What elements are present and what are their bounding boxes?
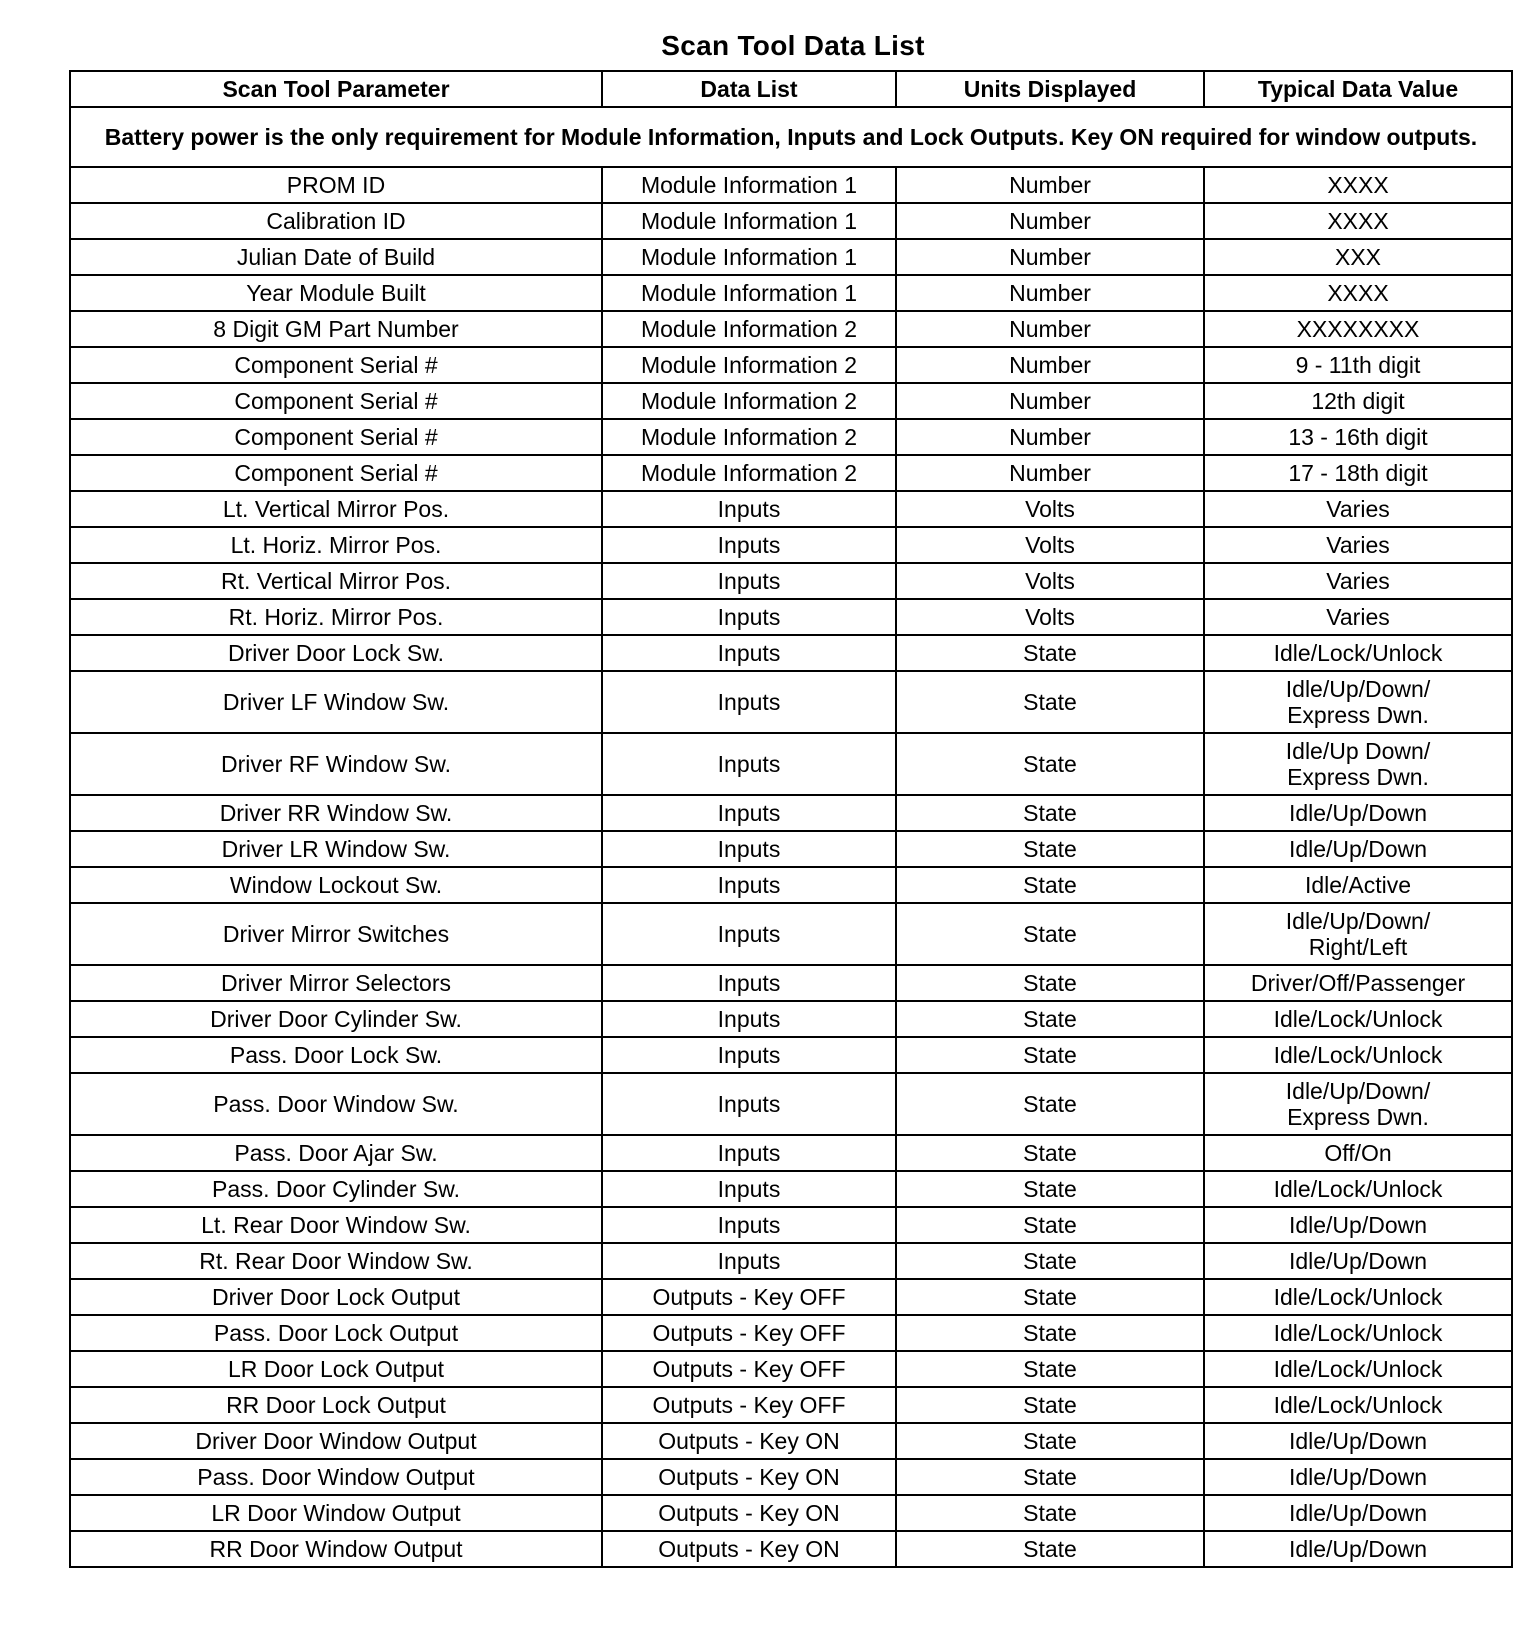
table-row bbox=[70, 311, 1512, 347]
units-cell: Number bbox=[896, 275, 1204, 311]
table-row bbox=[70, 1001, 1512, 1037]
parameter-cell: Component Serial # bbox=[70, 455, 602, 491]
parameter-cell: Pass. Door Lock Sw. bbox=[70, 1037, 602, 1073]
table-row bbox=[70, 867, 1512, 903]
units-cell: Volts bbox=[896, 599, 1204, 635]
header-scan-tool-parameter: Scan Tool Parameter bbox=[70, 71, 602, 107]
units-cell: State bbox=[896, 1279, 1204, 1315]
typical-value-line-1: Idle/Up/Down/ bbox=[1285, 908, 1431, 934]
data-list-cell: Inputs bbox=[602, 599, 896, 635]
parameter-cell: Julian Date of Build bbox=[70, 239, 602, 275]
units-cell: State bbox=[896, 671, 1204, 733]
typical-value-cell: Driver/Off/Passenger bbox=[1204, 965, 1512, 1001]
table-row bbox=[70, 1135, 1512, 1171]
typical-value-cell: 9 - 11th digit bbox=[1204, 347, 1512, 383]
data-list-cell: Inputs bbox=[602, 795, 896, 831]
data-list-cell: Inputs bbox=[602, 671, 896, 733]
data-list-cell: Outputs - Key OFF bbox=[602, 1315, 896, 1351]
typical-value-cell: XXXX bbox=[1204, 167, 1512, 203]
table-row bbox=[70, 347, 1512, 383]
table-row bbox=[70, 203, 1512, 239]
parameter-cell: Window Lockout Sw. bbox=[70, 867, 602, 903]
parameter-cell: Component Serial # bbox=[70, 419, 602, 455]
typical-value-line-2: Express Dwn. bbox=[1287, 1104, 1429, 1130]
data-list-cell: Outputs - Key ON bbox=[602, 1459, 896, 1495]
typical-value-line-2: Express Dwn. bbox=[1287, 702, 1429, 728]
parameter-cell: Driver Door Lock Output bbox=[70, 1279, 602, 1315]
data-list-cell: Inputs bbox=[602, 1243, 896, 1279]
typical-value-cell: Idle/Up/Down bbox=[1204, 795, 1512, 831]
table-row bbox=[70, 455, 1512, 491]
data-list-cell: Inputs bbox=[602, 1001, 896, 1037]
data-list-cell: Inputs bbox=[602, 903, 896, 965]
units-cell: State bbox=[896, 1387, 1204, 1423]
page-title: Scan Tool Data List bbox=[661, 30, 925, 61]
table-row bbox=[70, 1279, 1512, 1315]
data-list-cell: Module Information 2 bbox=[602, 419, 896, 455]
typical-value-cell: Varies bbox=[1204, 599, 1512, 635]
typical-value-cell: 13 - 16th digit bbox=[1204, 419, 1512, 455]
table-row bbox=[70, 1037, 1512, 1073]
units-cell: State bbox=[896, 1423, 1204, 1459]
parameter-cell: Driver RF Window Sw. bbox=[70, 733, 602, 795]
data-list-cell: Module Information 1 bbox=[602, 239, 896, 275]
typical-value-cell: Idle/Lock/Unlock bbox=[1204, 1171, 1512, 1207]
table-row bbox=[70, 1423, 1512, 1459]
parameter-cell: Driver Mirror Switches bbox=[70, 903, 602, 965]
parameter-cell: Pass. Door Window Sw. bbox=[70, 1073, 602, 1135]
table-row bbox=[70, 527, 1512, 563]
typical-value-cell: Varies bbox=[1204, 527, 1512, 563]
typical-value-cell: Idle/Up/Down bbox=[1204, 1423, 1512, 1459]
parameter-cell: Pass. Door Cylinder Sw. bbox=[70, 1171, 602, 1207]
data-list-cell: Inputs bbox=[602, 831, 896, 867]
parameter-cell: Pass. Door Lock Output bbox=[70, 1315, 602, 1351]
units-cell: State bbox=[896, 1171, 1204, 1207]
data-list-cell: Module Information 2 bbox=[602, 347, 896, 383]
parameter-cell: PROM ID bbox=[70, 167, 602, 203]
table-row bbox=[70, 635, 1512, 671]
units-cell: State bbox=[896, 965, 1204, 1001]
table-row bbox=[70, 1315, 1512, 1351]
table-row bbox=[70, 1351, 1512, 1387]
typical-value-cell: Off/On bbox=[1204, 1135, 1512, 1171]
typical-value-cell bbox=[1204, 903, 1512, 965]
data-list-cell: Inputs bbox=[602, 1135, 896, 1171]
typical-value-cell: Idle/Lock/Unlock bbox=[1204, 1001, 1512, 1037]
data-list-cell: Inputs bbox=[602, 563, 896, 599]
typical-value-line-1: Idle/Up/Down/ bbox=[1285, 676, 1431, 702]
parameter-cell: Lt. Rear Door Window Sw. bbox=[70, 1207, 602, 1243]
units-cell: Number bbox=[896, 419, 1204, 455]
table-row bbox=[70, 239, 1512, 275]
parameter-cell: Driver Door Window Output bbox=[70, 1423, 602, 1459]
units-cell: Volts bbox=[896, 527, 1204, 563]
typical-value-line-1: Idle/Up Down/ bbox=[1285, 738, 1431, 764]
typical-value-cell: Idle/Up/Down bbox=[1204, 831, 1512, 867]
table-header-row bbox=[70, 71, 1512, 107]
units-cell: State bbox=[896, 903, 1204, 965]
typical-value-line-1: Idle/Up/Down/ bbox=[1285, 1078, 1431, 1104]
data-list-cell: Inputs bbox=[602, 733, 896, 795]
typical-value-cell: 17 - 18th digit bbox=[1204, 455, 1512, 491]
typical-value-cell: Idle/Up/Down bbox=[1204, 1243, 1512, 1279]
typical-value-cell bbox=[1204, 733, 1512, 795]
typical-value-cell: XXXXXXXX bbox=[1204, 311, 1512, 347]
data-list-cell: Outputs - Key ON bbox=[602, 1423, 896, 1459]
data-list-cell: Module Information 1 bbox=[602, 275, 896, 311]
typical-value-cell: Idle/Active bbox=[1204, 867, 1512, 903]
typical-value-cell: Idle/Lock/Unlock bbox=[1204, 1387, 1512, 1423]
units-cell: Volts bbox=[896, 491, 1204, 527]
parameter-cell: Calibration ID bbox=[70, 203, 602, 239]
data-list-cell: Inputs bbox=[602, 965, 896, 1001]
units-cell: State bbox=[896, 1001, 1204, 1037]
units-cell: Number bbox=[896, 167, 1204, 203]
typical-value-line-2: Right/Left bbox=[1308, 934, 1408, 960]
parameter-cell: Rt. Horiz. Mirror Pos. bbox=[70, 599, 602, 635]
table-row bbox=[70, 1459, 1512, 1495]
typical-value-cell: Idle/Up/Down bbox=[1204, 1459, 1512, 1495]
typical-value-cell: Varies bbox=[1204, 563, 1512, 599]
table-row bbox=[70, 965, 1512, 1001]
units-cell: State bbox=[896, 1243, 1204, 1279]
table-row bbox=[70, 1387, 1512, 1423]
parameter-cell: 8 Digit GM Part Number bbox=[70, 311, 602, 347]
table-row bbox=[70, 1531, 1512, 1567]
table-row bbox=[70, 563, 1512, 599]
data-list-cell: Module Information 2 bbox=[602, 455, 896, 491]
data-list-cell: Inputs bbox=[602, 1207, 896, 1243]
table-row bbox=[70, 1495, 1512, 1531]
parameter-cell: Driver RR Window Sw. bbox=[70, 795, 602, 831]
parameter-cell: Pass. Door Window Output bbox=[70, 1459, 602, 1495]
table-body bbox=[70, 107, 1512, 1567]
parameter-cell: LR Door Window Output bbox=[70, 1495, 602, 1531]
parameter-cell: Driver Door Lock Sw. bbox=[70, 635, 602, 671]
table-row bbox=[70, 599, 1512, 635]
typical-value-cell: Idle/Lock/Unlock bbox=[1204, 1279, 1512, 1315]
units-cell: State bbox=[896, 1073, 1204, 1135]
parameter-cell: Component Serial # bbox=[70, 347, 602, 383]
typical-value-cell: Idle/Lock/Unlock bbox=[1204, 1351, 1512, 1387]
table-row bbox=[70, 167, 1512, 203]
data-list-cell: Outputs - Key OFF bbox=[602, 1351, 896, 1387]
data-list-cell: Inputs bbox=[602, 491, 896, 527]
note-row bbox=[70, 107, 1512, 167]
typical-value-line-2: Express Dwn. bbox=[1287, 764, 1429, 790]
table-row bbox=[70, 903, 1512, 965]
typical-value-cell bbox=[1204, 1073, 1512, 1135]
data-list-cell: Module Information 2 bbox=[602, 311, 896, 347]
table-row bbox=[70, 275, 1512, 311]
data-list-cell: Inputs bbox=[602, 635, 896, 671]
data-list-cell: Module Information 1 bbox=[602, 203, 896, 239]
typical-value-cell bbox=[1204, 671, 1512, 733]
typical-value-cell: Idle/Up/Down bbox=[1204, 1207, 1512, 1243]
data-list-cell: Outputs - Key ON bbox=[602, 1531, 896, 1567]
typical-value-cell: Idle/Up/Down bbox=[1204, 1531, 1512, 1567]
data-list-cell: Inputs bbox=[602, 527, 896, 563]
units-cell: State bbox=[896, 1135, 1204, 1171]
typical-value-cell: Varies bbox=[1204, 491, 1512, 527]
table-row bbox=[70, 419, 1512, 455]
typical-value-cell: XXXX bbox=[1204, 275, 1512, 311]
data-list-cell: Inputs bbox=[602, 1171, 896, 1207]
typical-value-cell: Idle/Up/Down bbox=[1204, 1495, 1512, 1531]
header-units-displayed: Units Displayed bbox=[896, 71, 1204, 107]
data-list-cell: Outputs - Key ON bbox=[602, 1495, 896, 1531]
table-row bbox=[70, 491, 1512, 527]
typical-value-cell: XXX bbox=[1204, 239, 1512, 275]
units-cell: State bbox=[896, 1351, 1204, 1387]
units-cell: State bbox=[896, 795, 1204, 831]
typical-value-cell: Idle/Lock/Unlock bbox=[1204, 1037, 1512, 1073]
table-row bbox=[70, 671, 1512, 733]
battery-power-note: Battery power is the only requirement for Module Information, Inputs and Lock Outputs. Key ON required for window outputs. bbox=[70, 107, 1512, 167]
table-row bbox=[70, 1207, 1512, 1243]
units-cell: Number bbox=[896, 455, 1204, 491]
units-cell: State bbox=[896, 733, 1204, 795]
data-list-cell: Inputs bbox=[602, 1037, 896, 1073]
parameter-cell: RR Door Lock Output bbox=[70, 1387, 602, 1423]
parameter-cell: Lt. Horiz. Mirror Pos. bbox=[70, 527, 602, 563]
typical-value-cell: Idle/Lock/Unlock bbox=[1204, 635, 1512, 671]
units-cell: State bbox=[896, 831, 1204, 867]
table-row bbox=[70, 831, 1512, 867]
header-data-list: Data List bbox=[602, 71, 896, 107]
data-list-cell: Inputs bbox=[602, 867, 896, 903]
table-row bbox=[70, 383, 1512, 419]
typical-value-cell: XXXX bbox=[1204, 203, 1512, 239]
scan-tool-data-table bbox=[69, 70, 1513, 1568]
units-cell: State bbox=[896, 1037, 1204, 1073]
parameter-cell: Year Module Built bbox=[70, 275, 602, 311]
parameter-cell: Driver LR Window Sw. bbox=[70, 831, 602, 867]
units-cell: Number bbox=[896, 239, 1204, 275]
table-row bbox=[70, 1073, 1512, 1135]
parameter-cell: Driver Door Cylinder Sw. bbox=[70, 1001, 602, 1037]
data-list-cell: Inputs bbox=[602, 1073, 896, 1135]
units-cell: Number bbox=[896, 203, 1204, 239]
typical-value-cell: Idle/Lock/Unlock bbox=[1204, 1315, 1512, 1351]
table-row bbox=[70, 733, 1512, 795]
units-cell: State bbox=[896, 1315, 1204, 1351]
units-cell: State bbox=[896, 1459, 1204, 1495]
parameter-cell: Lt. Vertical Mirror Pos. bbox=[70, 491, 602, 527]
units-cell: Number bbox=[896, 347, 1204, 383]
units-cell: Volts bbox=[896, 563, 1204, 599]
data-list-cell: Module Information 2 bbox=[602, 383, 896, 419]
parameter-cell: Driver LF Window Sw. bbox=[70, 671, 602, 733]
units-cell: State bbox=[896, 867, 1204, 903]
parameter-cell: Component Serial # bbox=[70, 383, 602, 419]
units-cell: State bbox=[896, 1495, 1204, 1531]
table-row bbox=[70, 795, 1512, 831]
parameter-cell: RR Door Window Output bbox=[70, 1531, 602, 1567]
typical-value-cell: 12th digit bbox=[1204, 383, 1512, 419]
parameter-cell: Rt. Vertical Mirror Pos. bbox=[70, 563, 602, 599]
header-typical-data-value: Typical Data Value bbox=[1204, 71, 1512, 107]
units-cell: State bbox=[896, 1531, 1204, 1567]
units-cell: State bbox=[896, 1207, 1204, 1243]
parameter-cell: LR Door Lock Output bbox=[70, 1351, 602, 1387]
units-cell: Number bbox=[896, 383, 1204, 419]
data-list-cell: Module Information 1 bbox=[602, 167, 896, 203]
parameter-cell: Rt. Rear Door Window Sw. bbox=[70, 1243, 602, 1279]
table-row bbox=[70, 1171, 1512, 1207]
units-cell: State bbox=[896, 635, 1204, 671]
table-row bbox=[70, 1243, 1512, 1279]
data-list-cell: Outputs - Key OFF bbox=[602, 1279, 896, 1315]
parameter-cell: Driver Mirror Selectors bbox=[70, 965, 602, 1001]
parameter-cell: Pass. Door Ajar Sw. bbox=[70, 1135, 602, 1171]
data-list-cell: Outputs - Key OFF bbox=[602, 1387, 896, 1423]
units-cell: Number bbox=[896, 311, 1204, 347]
